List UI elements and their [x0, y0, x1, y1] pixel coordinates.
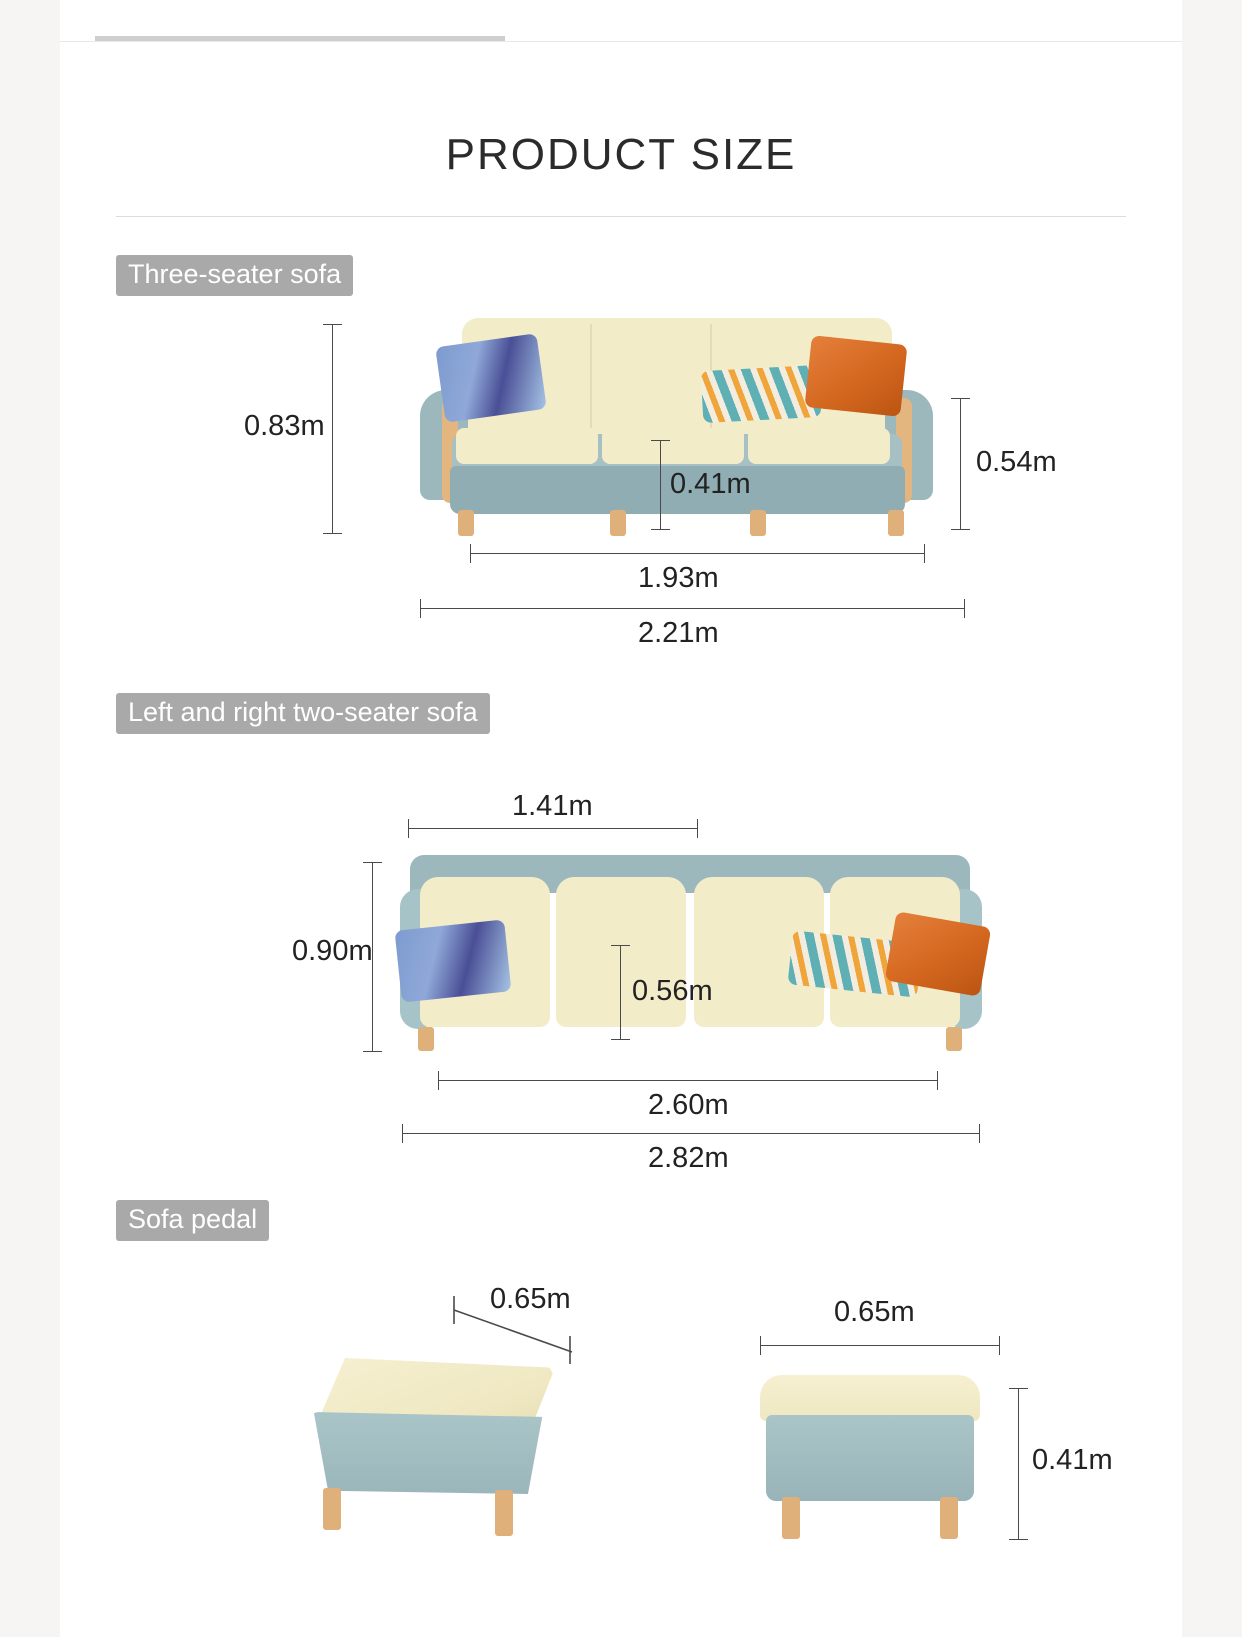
dim-line-three-seater-height-right	[960, 398, 961, 530]
pedal-body	[766, 1415, 974, 1501]
sofa-leg	[610, 510, 626, 536]
sofa-leg	[946, 1027, 962, 1051]
pillow-striped	[701, 365, 822, 423]
dim-label-2-60m: 2.60m	[648, 1089, 729, 1121]
sofa-leg	[458, 510, 474, 536]
dim-line-three-seater-inner-width	[470, 553, 925, 554]
pillow-blue	[395, 919, 512, 1002]
dim-line-pedal-height	[1018, 1388, 1019, 1540]
seat-cushion	[456, 428, 598, 464]
dim-label-1-93m: 1.93m	[638, 562, 719, 594]
backrest-seam	[590, 324, 592, 429]
top-bar-divider	[60, 41, 1182, 42]
pedal-leg	[495, 1490, 513, 1536]
dim-line-two-seater-inner-width	[438, 1080, 938, 1081]
dim-label-0-56m: 0.56m	[632, 975, 713, 1007]
dim-line-three-seater-outer-width	[420, 608, 965, 609]
dim-line-two-seater-seat-depth	[620, 945, 621, 1040]
section-label-sofa-pedal: Sofa pedal	[116, 1200, 269, 1241]
sofa-pedal-front-illustration	[760, 1375, 980, 1550]
dim-label-0-83m: 0.83m	[244, 410, 325, 442]
section-label-three-seater: Three-seater sofa	[116, 255, 353, 296]
dim-label-pedal-0-65m-front: 0.65m	[834, 1296, 915, 1328]
dim-label-0-41m: 0.41m	[670, 468, 751, 500]
sofa-pedal-perspective-illustration	[295, 1350, 565, 1550]
dim-line-three-seater-seat-height	[660, 440, 661, 530]
pedal-body	[309, 1412, 547, 1494]
pedal-leg	[940, 1497, 958, 1539]
dim-label-2-21m: 2.21m	[638, 617, 719, 649]
dim-label-2-82m: 2.82m	[648, 1142, 729, 1174]
pedal-leg	[782, 1497, 800, 1539]
pedal-leg	[323, 1488, 341, 1530]
sofa-leg	[888, 510, 904, 536]
dim-label-0-54m: 0.54m	[976, 446, 1057, 478]
dim-line-two-seater-outer-width	[402, 1133, 980, 1134]
dim-label-0-90m: 0.90m	[292, 935, 373, 967]
sofa-leg	[750, 510, 766, 536]
two-seater-illustration	[390, 855, 990, 1070]
dim-label-pedal-0-65m-top: 0.65m	[490, 1283, 571, 1315]
top-bar	[60, 0, 1182, 42]
pillow-orange	[804, 335, 907, 417]
dim-line-three-seater-height-left	[332, 324, 333, 534]
seat-cushion	[748, 428, 890, 464]
title-divider	[116, 216, 1126, 217]
dim-label-pedal-0-41m: 0.41m	[1032, 1444, 1113, 1476]
dim-label-1-41m: 1.41m	[512, 790, 593, 822]
section-label-two-seater: Left and right two-seater sofa	[116, 693, 490, 734]
pillow-blue	[435, 333, 547, 422]
dim-line-two-seater-half-width	[408, 828, 698, 829]
seat-cushion	[602, 428, 744, 464]
product-size-page	[60, 0, 1182, 1637]
sofa-leg	[418, 1027, 434, 1051]
dim-line-pedal-front-width	[760, 1345, 1000, 1346]
page-title: PRODUCT SIZE	[445, 130, 797, 179]
